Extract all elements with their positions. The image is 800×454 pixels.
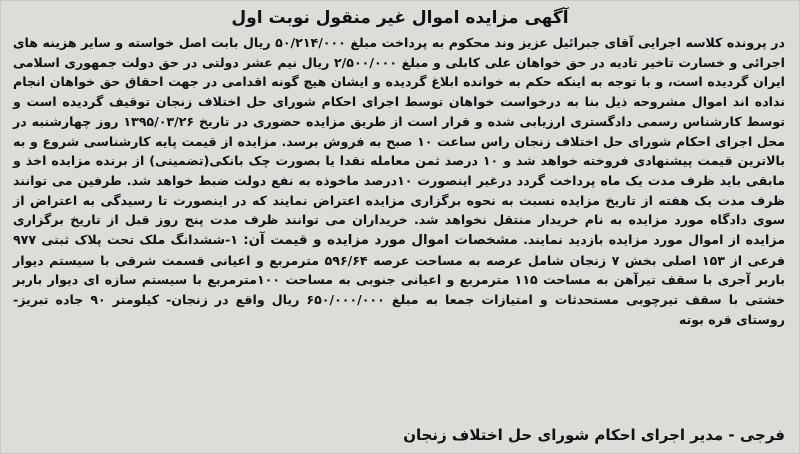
property-specs-heading: مشخصات اموال مورد مزایده و قیمت آن: [243,233,518,249]
notice-body [13,33,785,330]
property-specs-text: ۱-ششدانگ ملک تحت پلاک ثبتی ۹۷۷ فرعی از ۱۵۳ اصلی بخش ۷ زنجان شامل عرصه به مساحت عرصه ۵۹۶/۶۴ مترمربع و اعیانی قسمت شرقی با سیستم دیوار باربر آجری با سقف تیرآهن به مساحت ۱۱۵ مترمربع و اعیانی جنوبی به مساحت ۱۰۰مترمربع با سیستم سازه ای دیوار باربر خشتی با سقف تیرچوبی مستحدثات و امتیازات جمعا به مبلغ ۶۵۰/۰۰۰/۰۰۰ ریال واقع در زنجان- کیلومتر ۹۰ جاده تبریز- روستای قره بوته [13,232,786,327]
notice-signature: فرجی - مدیر اجرای احکام شورای حل اختلاف زنجان [403,426,785,444]
notice-main-paragraph: در پرونده کلاسه اجرایی آقای جبرائیل عزیز وند محکوم به پرداخت مبلغ ۵۰/۲۱۴/۰۰۰ ریال بابت اصل خواسته و سایر هزینه های اجرائی و خسارت تاخیر تادیه در حق خواهان علی کابلی و مبلغ ۲/۵۰۰/۰۰۰ ریال نیم عشر دولتی در حق دولت جمهوری اسلامی ایران گردیده است، و با توجه به اینکه حکم به خوانده ابلاغ گردیده و ایشان هیچ گونه اقدامی در جهت احقاق حق خواهان انجام نداده اند اموال مشروحه ذیل بنا به درخواست خواهان توسط اجرای احکام شورای حل اختلاف زنجان توقیف گردیده است و توسط کارشناس رسمی دادگستری ارزیابی شده و قرار است از طریق مزایده حضوری در تاریخ ۱۳۹۵/۰۳/۲۶ روز چهارشنبه در محل اجرای احکام شورای حل اختلاف زنجان راس ساعت ۱۰ صبح به فروش برسد. مزایده از قیمت پایه کارشناسی شروع و به بالاترین قیمت پیشنهادی فروخته خواهد شد و ۱۰ درصد ثمن معامله نقدا یا بصورت چک بانکی(تضمینی) از برنده مزایده اخذ و مابقی باید ظرف مدت یک ماه پرداخت گردد درغیر اینصورت ۱۰درصد ماخوذه به نفع دولت ضبط خواهد شد. طرفین می توانند ظرف مدت یک هفته از تاریخ مزایده نسبت به نحوه برگزاری مزایده اعتراض نمایند که در اینصورت تا رسیدگی به اعتراض از سوی دادگاه مورد مزایده به نام خریدار منتقل نخواهد شد. خریداران می توانند ظرف مدت پنج روز قبل از تاریخ برگزاری مزایده از اموال مورد مزایده بازدید نمایند. [13,35,786,248]
notice-title: آگهی مزایده اموال غیر منقول نوبت اول [231,8,569,28]
